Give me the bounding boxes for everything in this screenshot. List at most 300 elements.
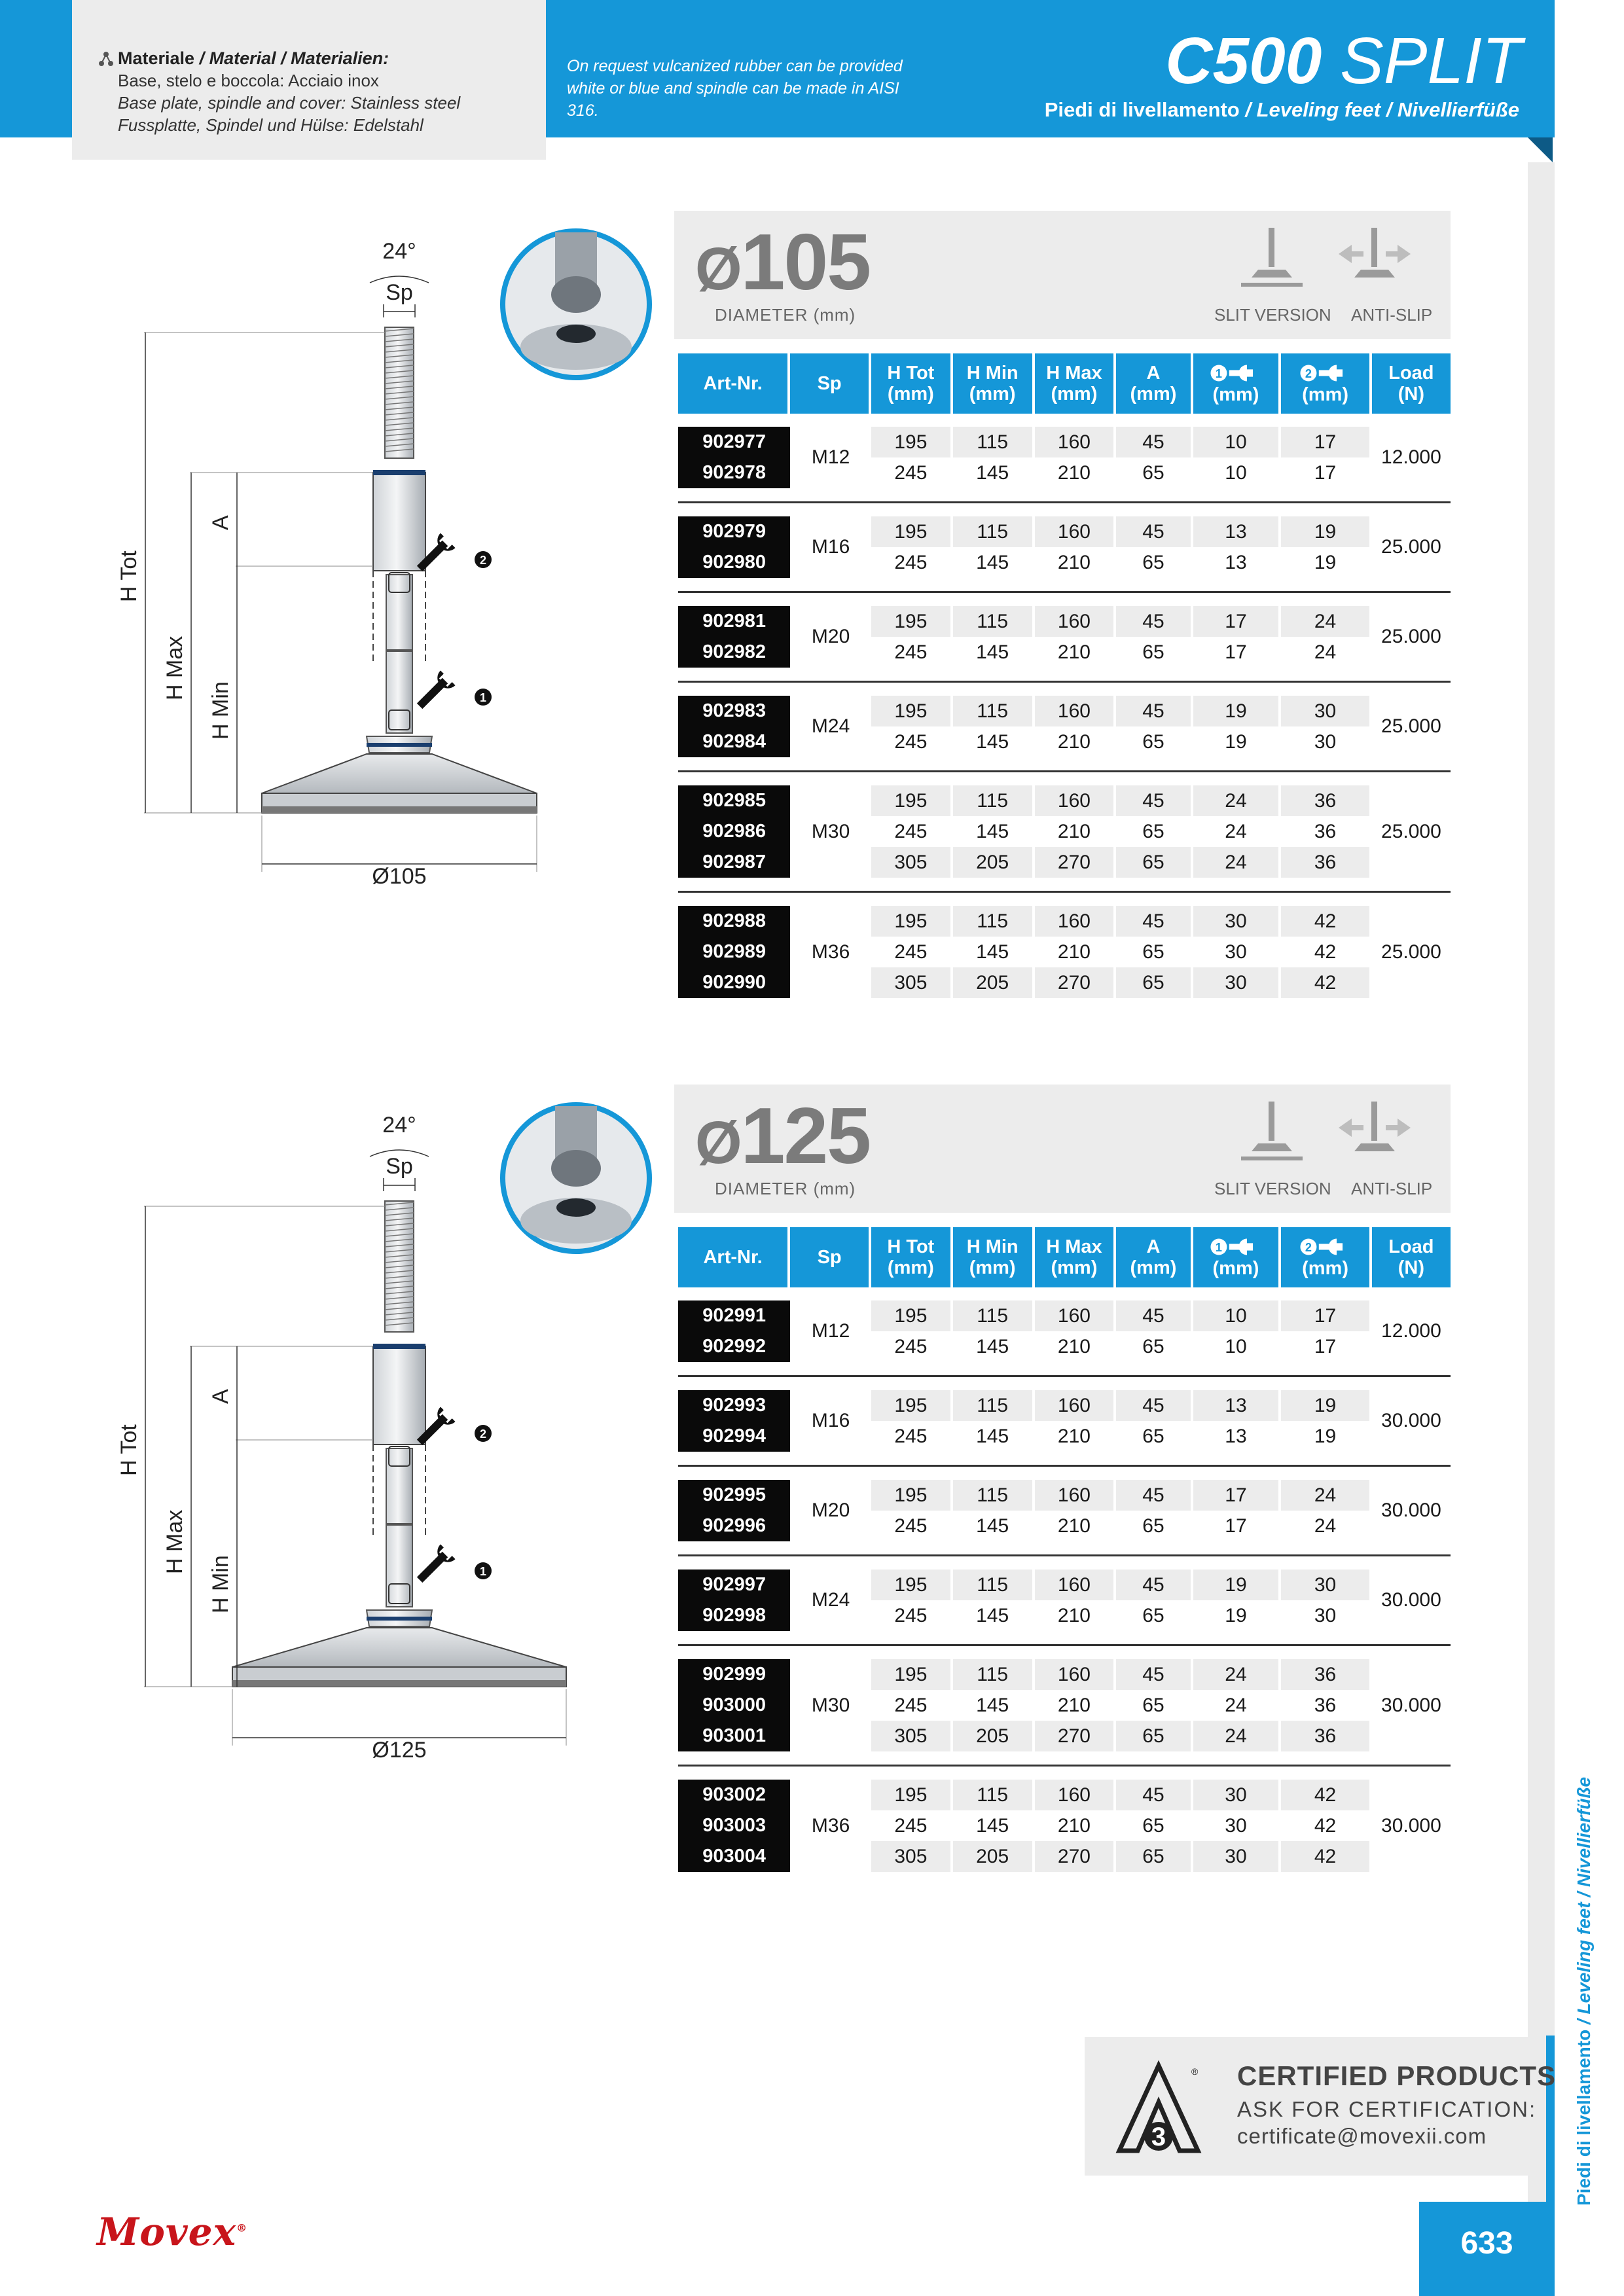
cell-value: 36: [1281, 1690, 1371, 1721]
table-row: [678, 1480, 1451, 1511]
materials-title: Materiale / Material / Materialien:: [118, 48, 389, 68]
spindle-size: M36: [790, 1780, 871, 1872]
art-nr: 902979: [678, 516, 790, 547]
load-value: 25.000: [1372, 696, 1451, 757]
cell-value: 115: [953, 1570, 1035, 1600]
cell-value: 210: [1035, 937, 1117, 967]
cell-value: 19: [1281, 1421, 1371, 1452]
table-row: [678, 1300, 1451, 1331]
cell-value: 17: [1193, 1480, 1282, 1511]
svg-text:1: 1: [1215, 1240, 1222, 1254]
cell-value: 45: [1116, 1780, 1193, 1810]
art-nr: 902997: [678, 1570, 790, 1600]
cell-value: 65: [1116, 847, 1193, 878]
col-a: A (mm): [1116, 1227, 1193, 1287]
cell-value: 115: [953, 1300, 1035, 1331]
spindle-size: M16: [790, 516, 871, 578]
cell-value: 17: [1281, 457, 1371, 488]
anti-slip-icon: [1332, 225, 1417, 291]
cell-value: 195: [871, 606, 953, 637]
materials-line-en: Base plate, spindle and cover: Stainless steel: [118, 93, 461, 113]
cell-value: 24: [1281, 1511, 1371, 1541]
svg-text:2: 2: [1305, 1240, 1312, 1254]
cell-value: 210: [1035, 637, 1117, 668]
cell-value: 145: [953, 637, 1035, 668]
table-row: [678, 785, 1451, 816]
table-row: [678, 1570, 1451, 1600]
art-nr: 902994: [678, 1421, 790, 1452]
cell-value: 145: [953, 457, 1035, 488]
cell-value: 65: [1116, 637, 1193, 668]
art-nr: 902998: [678, 1600, 790, 1631]
h-max-label: H Max: [162, 1509, 187, 1574]
wrench-1-icon: [412, 1544, 456, 1587]
col-sp: Sp: [790, 1227, 871, 1287]
cell-value: 65: [1116, 1690, 1193, 1721]
cell-value: 305: [871, 1721, 953, 1751]
cell-value: 160: [1035, 516, 1117, 547]
cell-value: 205: [953, 967, 1035, 998]
cell-value: 245: [871, 1511, 953, 1541]
a-dimension-label: A: [208, 1389, 233, 1404]
cell-value: 36: [1281, 816, 1371, 847]
cell-value: 24: [1193, 816, 1282, 847]
base-diameter-label: Ø105: [372, 864, 427, 889]
load-value: 25.000: [1372, 606, 1451, 668]
cell-value: 24: [1281, 606, 1371, 637]
cert-title: CERTIFIED PRODUCTS: [1237, 2060, 1557, 2091]
col-wrench1: 1 (mm): [1193, 353, 1282, 414]
page-number: 633: [1460, 2226, 1513, 2261]
cell-value: 45: [1116, 906, 1193, 937]
cell-value: 65: [1116, 1841, 1193, 1872]
table-header-row: [678, 1227, 1451, 1287]
table-row: [678, 1390, 1451, 1421]
cell-value: 17: [1281, 427, 1371, 457]
h-max-label: H Max: [162, 636, 187, 700]
detail-zoom-icon: [503, 1105, 649, 1251]
leveling-foot-drawing: [0, 216, 668, 949]
svg-text:1: 1: [479, 1565, 487, 1578]
cell-value: 145: [953, 1600, 1035, 1631]
cell-value: 195: [871, 1659, 953, 1690]
cell-value: 65: [1116, 547, 1193, 578]
cell-value: 160: [1035, 696, 1117, 726]
cert-ask-text: ASK FOR CERTIFICATION:: [1237, 2097, 1537, 2121]
cell-value: 145: [953, 1511, 1035, 1541]
cell-value: 45: [1116, 1300, 1193, 1331]
cell-value: 19: [1193, 1570, 1282, 1600]
h-tot-label: H Tot: [117, 550, 141, 602]
cell-value: 160: [1035, 1570, 1117, 1600]
cell-value: 65: [1116, 967, 1193, 998]
cell-value: 205: [953, 1721, 1035, 1751]
cell-value: 24: [1193, 1659, 1282, 1690]
cell-value: 17: [1193, 637, 1282, 668]
cell-value: 195: [871, 906, 953, 937]
art-nr: 902987: [678, 847, 790, 878]
cell-value: 45: [1116, 1570, 1193, 1600]
cell-value: 45: [1116, 785, 1193, 816]
cell-value: 210: [1035, 1421, 1117, 1452]
col-hmax: H Max (mm): [1035, 353, 1117, 414]
cell-value: 42: [1281, 967, 1371, 998]
svg-text:1: 1: [479, 691, 487, 704]
col-htot: H Tot (mm): [871, 1227, 953, 1287]
col-hmin: H Min (mm): [953, 1227, 1035, 1287]
cell-value: 115: [953, 1390, 1035, 1421]
cell-value: 205: [953, 847, 1035, 878]
cell-value: 45: [1116, 606, 1193, 637]
cell-value: 270: [1035, 847, 1117, 878]
sp-label: Sp: [386, 1154, 413, 1179]
cell-value: 10: [1193, 457, 1282, 488]
cell-value: 115: [953, 1780, 1035, 1810]
anti-slip-icon: [1332, 1099, 1417, 1164]
cell-value: 245: [871, 1600, 953, 1631]
col-htot: H Tot (mm): [871, 353, 953, 414]
cell-value: 42: [1281, 1780, 1371, 1810]
wrench-1-icon: [1210, 1236, 1262, 1258]
cell-value: 195: [871, 1300, 953, 1331]
cell-value: 30: [1193, 1841, 1282, 1872]
cell-value: 210: [1035, 1690, 1117, 1721]
subtitle-it: Piedi di livellamento: [1044, 98, 1240, 121]
col-hmin: H Min (mm): [953, 353, 1035, 414]
col-a: A (mm): [1116, 353, 1193, 414]
cell-value: 115: [953, 1480, 1035, 1511]
col-hmax: H Max (mm): [1035, 1227, 1117, 1287]
cell-value: 24: [1193, 785, 1282, 816]
spindle-size: M24: [790, 696, 871, 757]
cell-value: 210: [1035, 457, 1117, 488]
cell-value: 36: [1281, 785, 1371, 816]
cell-value: 65: [1116, 1721, 1193, 1751]
cell-value: 115: [953, 516, 1035, 547]
cell-value: 245: [871, 1690, 953, 1721]
cell-value: 115: [953, 906, 1035, 937]
cell-value: 245: [871, 816, 953, 847]
cell-value: 270: [1035, 967, 1117, 998]
cell-value: 17: [1281, 1331, 1371, 1362]
col-load: Load (N): [1372, 353, 1451, 414]
table-row: [678, 696, 1451, 726]
cell-value: 65: [1116, 726, 1193, 757]
cell-value: 115: [953, 427, 1035, 457]
art-nr: 902989: [678, 937, 790, 967]
cell-value: 24: [1193, 1690, 1282, 1721]
cell-value: 195: [871, 1570, 953, 1600]
cell-value: 24: [1281, 1480, 1371, 1511]
spindle-size: M36: [790, 906, 871, 998]
materials-line-it: Base, stelo e boccola: Acciaio inox: [118, 71, 379, 90]
cell-value: 115: [953, 785, 1035, 816]
side-category-text: [1570, 1734, 1596, 2206]
h-min-label: H Min: [208, 1555, 233, 1613]
load-value: 25.000: [1372, 516, 1451, 578]
cell-value: 45: [1116, 696, 1193, 726]
diameter-value: Ø105: [695, 217, 871, 306]
cell-value: 160: [1035, 1780, 1117, 1810]
cell-value: 145: [953, 937, 1035, 967]
a3-logo-number: 3: [1151, 2123, 1166, 2151]
cell-value: 210: [1035, 1331, 1117, 1362]
movex-logo: [97, 2210, 247, 2254]
cell-value: 42: [1281, 937, 1371, 967]
table-row: [678, 606, 1451, 637]
spindle-size: M20: [790, 1480, 871, 1541]
detail-zoom-icon: [503, 231, 649, 378]
cell-value: 160: [1035, 427, 1117, 457]
cell-value: 30: [1193, 906, 1282, 937]
product-variant: SPLIT: [1340, 24, 1522, 98]
cell-value: 205: [953, 1841, 1035, 1872]
art-nr: 902977: [678, 427, 790, 457]
art-nr: 902980: [678, 547, 790, 578]
slit-version-label: SLIT VERSION: [1214, 1179, 1331, 1198]
request-note-line: On request vulcanized rubber can be provided: [567, 57, 903, 75]
logo-reg: ®: [236, 2221, 248, 2234]
art-nr: 902978: [678, 457, 790, 488]
cell-value: 245: [871, 1810, 953, 1841]
col-wrench1: 1 (mm): [1193, 1227, 1282, 1287]
cell-value: 45: [1116, 1390, 1193, 1421]
spindle-size: M12: [790, 427, 871, 488]
cell-value: 10: [1193, 1300, 1282, 1331]
art-nr: 902986: [678, 816, 790, 847]
cert-email-link[interactable]: certificate@movexii.com: [1237, 2124, 1487, 2148]
cell-value: 13: [1193, 1421, 1282, 1452]
side-text-it: Piedi di livellamento: [1574, 2029, 1594, 2206]
cell-value: 30: [1193, 1780, 1282, 1810]
art-nr: 903003: [678, 1810, 790, 1841]
art-nr: 903002: [678, 1780, 790, 1810]
cell-value: 30: [1281, 726, 1371, 757]
angle-label: 24°: [382, 239, 416, 264]
cell-value: 19: [1281, 516, 1371, 547]
cell-value: 42: [1281, 1841, 1371, 1872]
cell-value: 19: [1193, 726, 1282, 757]
table-header-row: [678, 353, 1451, 414]
wrench-2-icon: [1299, 362, 1352, 384]
a-dimension-label: A: [208, 515, 233, 530]
spindle-size: M12: [790, 1300, 871, 1362]
spindle-size: M30: [790, 785, 871, 878]
cell-value: 19: [1281, 1390, 1371, 1421]
art-nr: 902991: [678, 1300, 790, 1331]
cell-value: 45: [1116, 516, 1193, 547]
art-nr: 902981: [678, 606, 790, 637]
wrench-2-icon: [1299, 1236, 1352, 1258]
cell-value: 19: [1193, 1600, 1282, 1631]
load-value: 25.000: [1372, 906, 1451, 998]
col-wrench2: 2 (mm): [1281, 353, 1371, 414]
art-nr: 902992: [678, 1331, 790, 1362]
art-nr: 902988: [678, 906, 790, 937]
cell-value: 65: [1116, 1810, 1193, 1841]
cell-value: 245: [871, 1331, 953, 1362]
art-nr: 902999: [678, 1659, 790, 1690]
cell-value: 195: [871, 516, 953, 547]
cell-value: 245: [871, 726, 953, 757]
spec-table: [678, 1227, 1451, 1885]
diameter-value: Ø125: [695, 1091, 871, 1180]
cell-value: 145: [953, 547, 1035, 578]
load-value: 30.000: [1372, 1390, 1451, 1452]
cell-value: 17: [1281, 1300, 1371, 1331]
cell-value: 305: [871, 847, 953, 878]
art-nr: 902983: [678, 696, 790, 726]
cell-value: 30: [1281, 1570, 1371, 1600]
cell-value: 30: [1193, 967, 1282, 998]
art-nr: 902984: [678, 726, 790, 757]
cell-value: 145: [953, 1690, 1035, 1721]
cell-value: 145: [953, 1421, 1035, 1452]
cell-value: 195: [871, 785, 953, 816]
materials-line-de: Fussplatte, Spindel und Hülse: Edelstahl: [118, 115, 424, 135]
anti-slip-label: ANTI-SLIP: [1351, 1179, 1433, 1198]
cell-value: 45: [1116, 427, 1193, 457]
cell-value: 65: [1116, 816, 1193, 847]
request-note-line: white or blue and spindle can be made in AISI 316.: [567, 79, 899, 120]
col-load: Load (N): [1372, 1227, 1451, 1287]
cell-value: 17: [1193, 606, 1282, 637]
load-value: 30.000: [1372, 1780, 1451, 1872]
a3-certification-logo-icon: [1106, 2055, 1211, 2160]
cell-value: 270: [1035, 1841, 1117, 1872]
cell-value: 270: [1035, 1721, 1117, 1751]
anti-slip-label: ANTI-SLIP: [1351, 305, 1433, 325]
svg-text:2: 2: [479, 1427, 487, 1441]
cell-value: 115: [953, 696, 1035, 726]
cell-value: 65: [1116, 1600, 1193, 1631]
table-row: [678, 1659, 1451, 1690]
cell-value: 19: [1281, 547, 1371, 578]
cell-value: 195: [871, 1780, 953, 1810]
cell-value: 13: [1193, 516, 1282, 547]
load-value: 25.000: [1372, 785, 1451, 878]
slit-version-icon: [1236, 1099, 1308, 1164]
load-value: 30.000: [1372, 1570, 1451, 1631]
cell-value: 145: [953, 1810, 1035, 1841]
svg-text:2: 2: [1305, 367, 1312, 380]
cell-value: 160: [1035, 1480, 1117, 1511]
cell-value: 160: [1035, 785, 1117, 816]
cell-value: 210: [1035, 547, 1117, 578]
col-art: Art-Nr.: [678, 353, 790, 414]
cell-value: 210: [1035, 1810, 1117, 1841]
logo-text: Movex: [97, 2210, 237, 2254]
cell-value: 30: [1281, 1600, 1371, 1631]
cell-value: 10: [1193, 1331, 1282, 1362]
art-nr: 902993: [678, 1390, 790, 1421]
col-sp: Sp: [790, 353, 871, 414]
cell-value: 245: [871, 547, 953, 578]
cell-value: 210: [1035, 726, 1117, 757]
cell-value: 13: [1193, 547, 1282, 578]
cell-value: 24: [1193, 1721, 1282, 1751]
cell-value: 195: [871, 696, 953, 726]
a3-logo-reg: ®: [1191, 2066, 1199, 2077]
cell-value: 65: [1116, 1421, 1193, 1452]
cell-value: 210: [1035, 1511, 1117, 1541]
leveling-foot-drawing: [0, 1090, 668, 1823]
load-value: 12.000: [1372, 1300, 1451, 1362]
cell-value: 195: [871, 1480, 953, 1511]
cell-value: 245: [871, 637, 953, 668]
header-fold-corner: [1528, 137, 1553, 162]
cell-value: 10: [1193, 427, 1282, 457]
table-row: [678, 1780, 1451, 1810]
angle-label: 24°: [382, 1113, 416, 1138]
cell-value: 210: [1035, 816, 1117, 847]
cell-value: 13: [1193, 1390, 1282, 1421]
cell-value: 305: [871, 1841, 953, 1872]
cell-value: 45: [1116, 1480, 1193, 1511]
cell-value: 30: [1281, 696, 1371, 726]
cell-value: 145: [953, 726, 1035, 757]
cell-value: 36: [1281, 1721, 1371, 1751]
subtitle-rest: / Leveling feet / Nivellierfüße: [1245, 98, 1519, 121]
art-nr: 902996: [678, 1511, 790, 1541]
base-diameter-label: Ø125: [372, 1738, 427, 1763]
wrench-1-icon: [412, 670, 456, 713]
spindle-size: M30: [790, 1659, 871, 1751]
cell-value: 210: [1035, 1600, 1117, 1631]
wrench-1-icon: [1210, 362, 1262, 384]
cell-value: 36: [1281, 847, 1371, 878]
cell-value: 245: [871, 457, 953, 488]
h-min-label: H Min: [208, 681, 233, 740]
cell-value: 145: [953, 816, 1035, 847]
product-code: C500: [1165, 24, 1322, 98]
side-text-rest: / Leveling feet / Nivellierfüße: [1574, 1776, 1594, 2030]
cell-value: 30: [1193, 1810, 1282, 1841]
load-value: 30.000: [1372, 1659, 1451, 1751]
art-nr: 902990: [678, 967, 790, 998]
slit-version-label: SLIT VERSION: [1214, 305, 1331, 325]
cell-value: 17: [1193, 1511, 1282, 1541]
cell-value: 65: [1116, 937, 1193, 967]
spindle-size: M24: [790, 1570, 871, 1631]
diameter-label: DIAMETER (mm): [715, 305, 856, 325]
cell-value: 65: [1116, 1511, 1193, 1541]
h-tot-label: H Tot: [117, 1424, 141, 1476]
cell-value: 24: [1193, 847, 1282, 878]
cell-value: 245: [871, 937, 953, 967]
col-wrench2: 2 (mm): [1281, 1227, 1371, 1287]
art-nr: 903000: [678, 1690, 790, 1721]
section-d105: [0, 0, 1528, 994]
cell-value: 30: [1193, 937, 1282, 967]
col-art: Art-Nr.: [678, 1227, 790, 1287]
spindle-size: M20: [790, 606, 871, 668]
sp-label: Sp: [386, 280, 413, 305]
table-row: [678, 516, 1451, 547]
art-nr: 902982: [678, 637, 790, 668]
svg-text:2: 2: [479, 554, 487, 567]
cell-value: 19: [1193, 696, 1282, 726]
art-nr: 903001: [678, 1721, 790, 1751]
load-value: 12.000: [1372, 427, 1451, 488]
load-value: 30.000: [1372, 1480, 1451, 1541]
cell-value: 160: [1035, 906, 1117, 937]
cell-value: 160: [1035, 1659, 1117, 1690]
cell-value: 160: [1035, 1300, 1117, 1331]
cell-value: 36: [1281, 1659, 1371, 1690]
art-nr: 902985: [678, 785, 790, 816]
cell-value: 24: [1281, 637, 1371, 668]
